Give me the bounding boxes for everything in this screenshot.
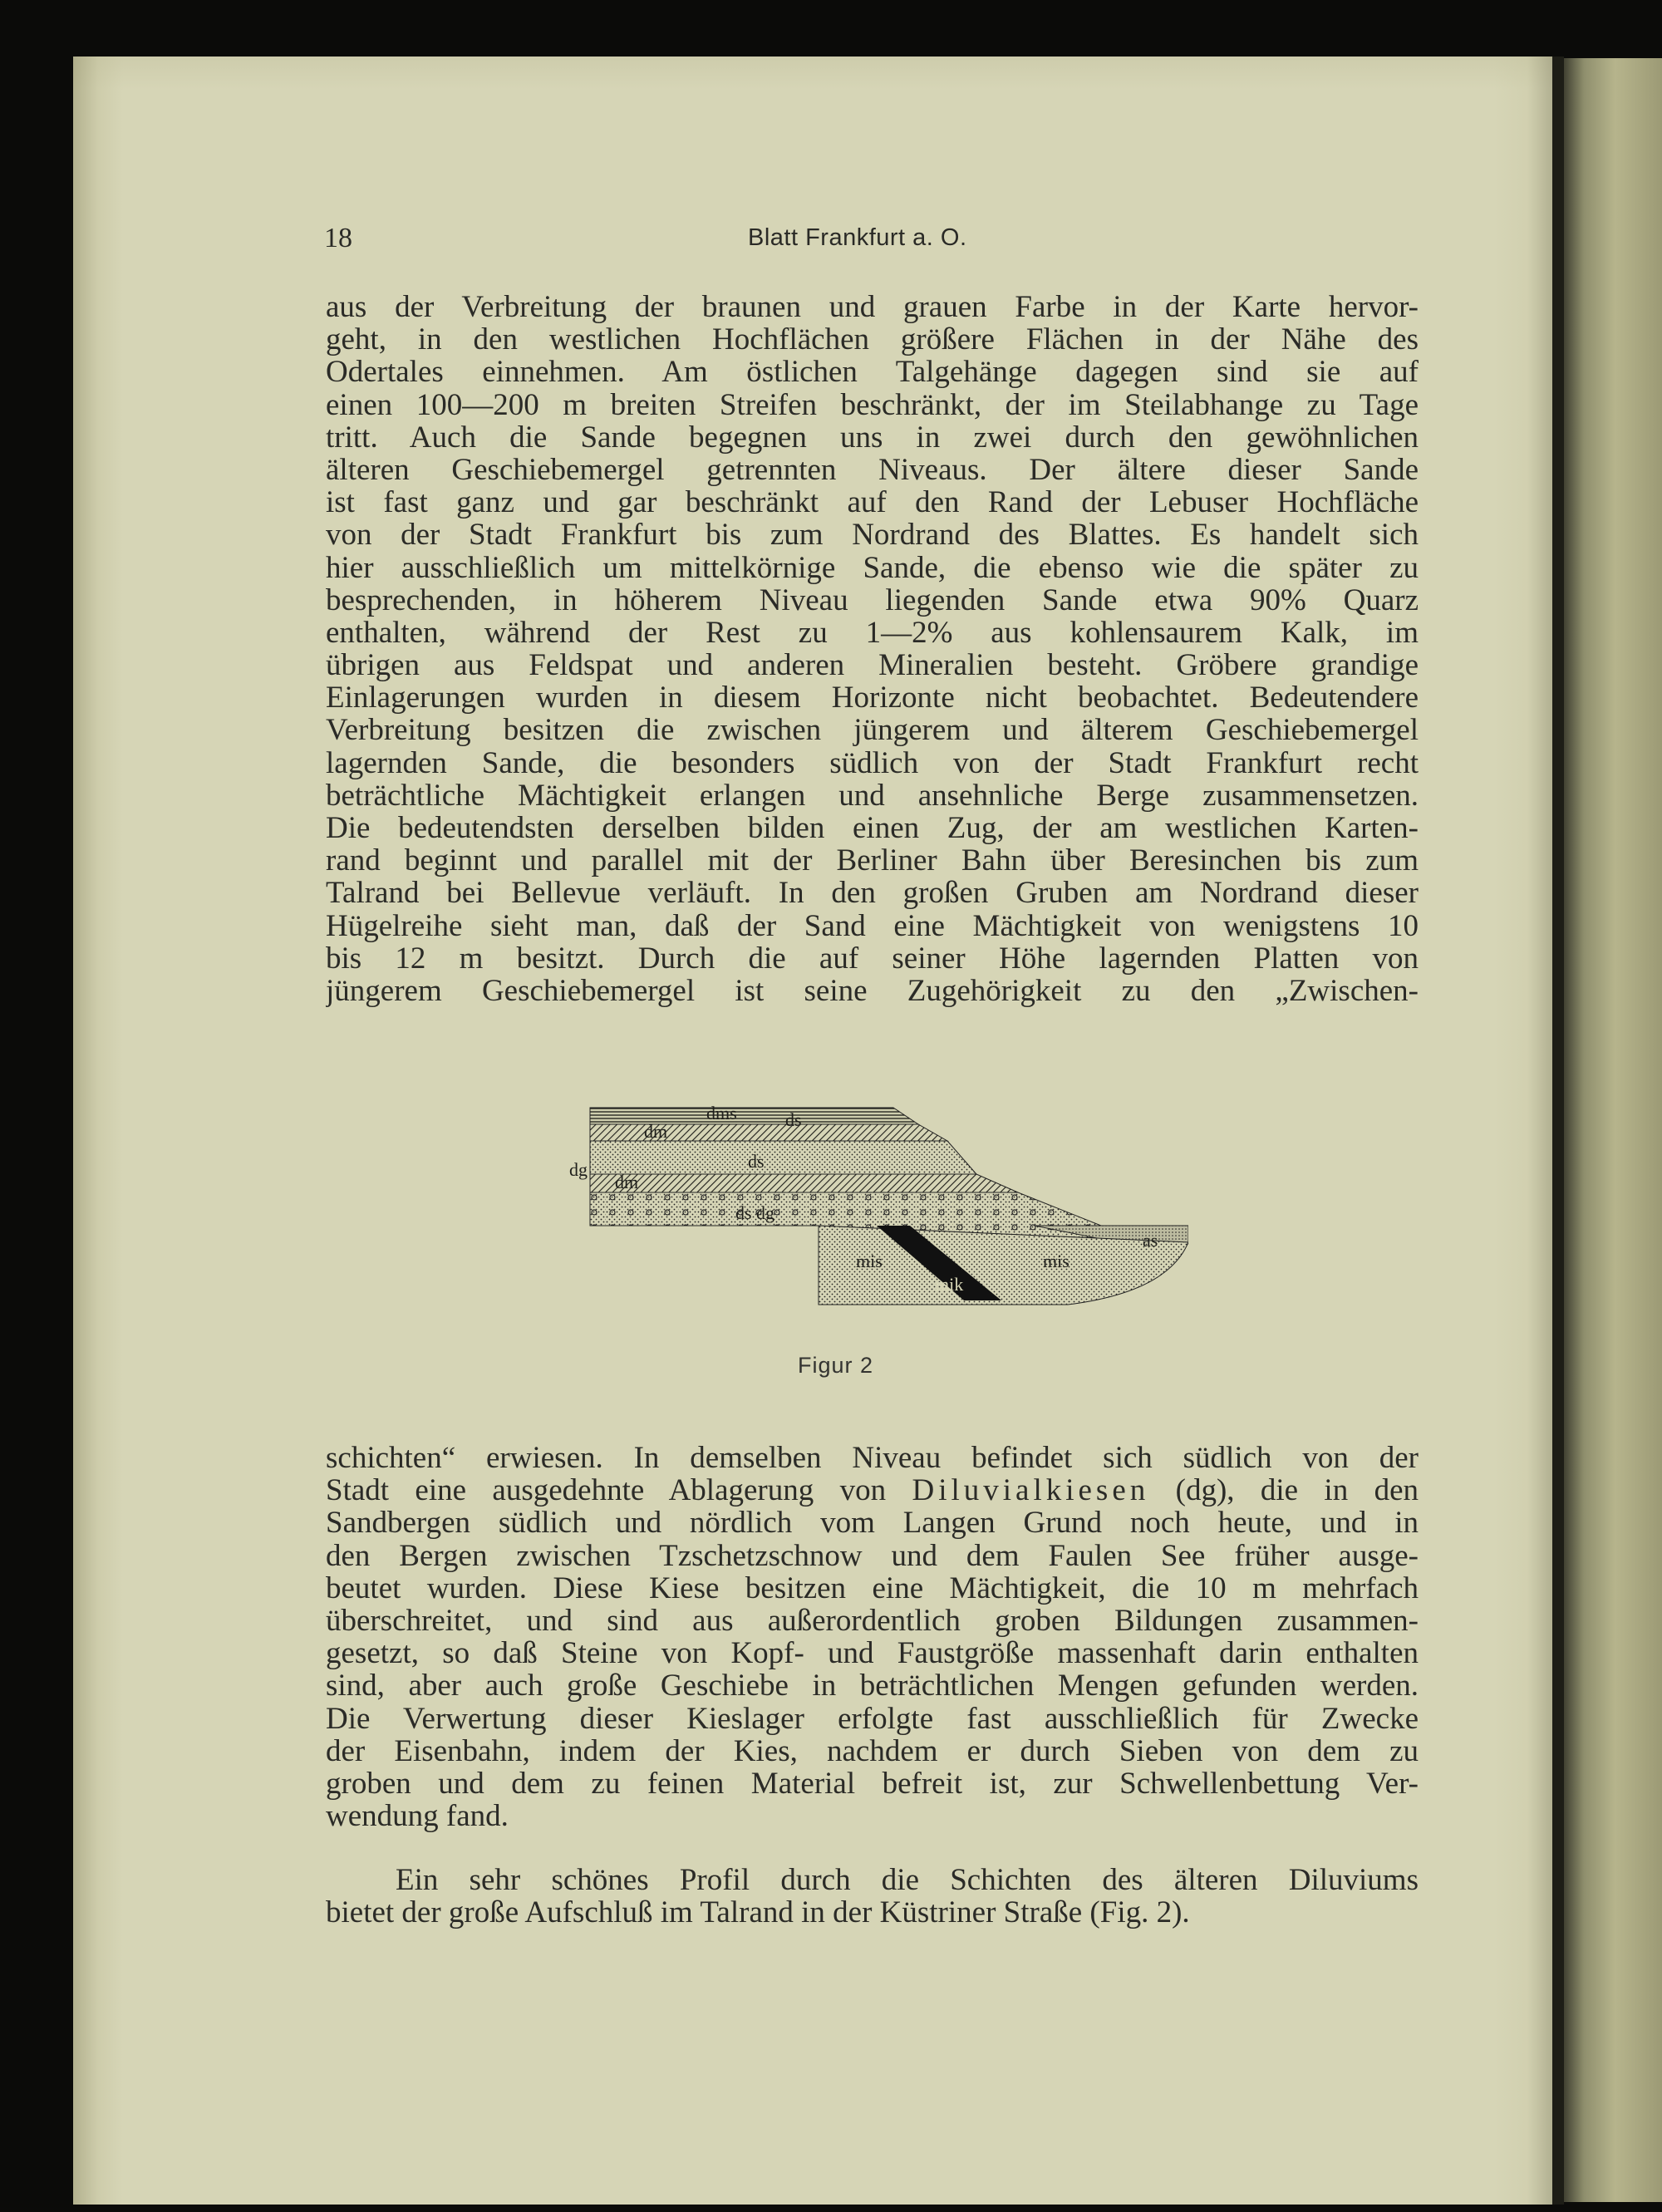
text-line: hier ausschließlich um mittelkörnige Sande, die ebenso wie die später zu [326, 551, 1419, 584]
spaced-term: Diluvialkiesen [912, 1474, 1150, 1507]
text-line: der Eisenbahn, indem der Kies, nachdem er durch Sieben von dem zu [326, 1734, 1419, 1767]
label-as: as [1143, 1230, 1158, 1251]
text-line: den Bergen zwischen Tzschetzschnow und dem Faulen See früher ausge- [326, 1539, 1419, 1572]
text-line: Odertales einnehmen. Am östlichen Talgehänge dagegen sind sie auf [326, 356, 1419, 389]
text-line: sind, aber auch große Geschiebe in beträchtlichen Mengen gefunden werden. [326, 1669, 1419, 1703]
text-line: einen 100—200 m breiten Streifen beschränkt, der im Steilabhange zu Tage [326, 388, 1419, 421]
page-edge-shadow [1552, 57, 1564, 2205]
text-line: geht, in den westlichen Hochflächen größere Flächen in der Nähe des [326, 323, 1419, 356]
label-dms: dms [706, 1103, 737, 1123]
layer-dms [590, 1108, 918, 1124]
text-line: überschreitet, und sind aus außerordentlich groben Bildungen zusammen- [326, 1604, 1419, 1638]
text-line: gesetzt, so daß Steine von Kopf- und Faustgröße massenhaft darin enthalten [326, 1637, 1419, 1670]
label-dg-left: dg [569, 1159, 588, 1180]
page-number: 18 [324, 223, 352, 253]
paragraph-3 [326, 1864, 1419, 1929]
layer-dm-lower [590, 1174, 1018, 1192]
text-line: beträchtliche Mächtigkeit erlangen und ansehnliche Berge zusammensetzen. [326, 779, 1419, 812]
text-line: wendung fand. [326, 1800, 509, 1833]
label-mis-left: mis [856, 1251, 883, 1271]
text-line: Die Verwertung dieser Kieslager erfolgte fast ausschließlich für Zwecke [326, 1702, 1419, 1735]
text-line: Die bedeutendsten derselben bilden einen Zug, der am westlichen Karten- [326, 812, 1419, 845]
text-line: jüngerem Geschiebemergel ist seine Zugehörigkeit zu den „Zwischen- [326, 974, 1419, 1008]
text-line: Hügelreihe sieht man, daß der Sand eine Mächtigkeit von wenigstens 10 [326, 909, 1419, 942]
text-line: älteren Geschiebemergel getrennten Niveaus. Der ältere dieser Sande [326, 453, 1419, 487]
label-ds-top: ds [785, 1109, 802, 1130]
running-head [324, 223, 1421, 264]
label-dm-lower: dm [615, 1172, 639, 1192]
facing-page-edge [1558, 58, 1662, 2202]
text-line: besprechenden, in höherem Niveau liegenden Sande etwa 90% Quarz [326, 583, 1419, 617]
text-line: Sandbergen südlich und nördlich vom Langen Grund noch heute, und in [326, 1507, 1419, 1540]
text-line: Talrand bei Bellevue verläuft. In den großen Gruben am Nordrand dieser [326, 877, 1419, 910]
figure-caption: Figur 2 [798, 1353, 874, 1378]
text-line: rand beginnt und parallel mit der Berliner Bahn über Beresinchen bis zum [326, 844, 1419, 877]
text-line: übrigen aus Feldspat und anderen Mineralien besteht. Gröbere grandige [326, 649, 1419, 682]
paragraph-1 [326, 291, 1419, 1007]
text-line: lagernden Sande, die besonders südlich von der Stadt Frankfurt recht [326, 746, 1419, 779]
text-fragment: Stadt eine ausgedehnte Ablagerung von [326, 1474, 912, 1507]
label-mik: mik [935, 1274, 964, 1295]
label-ds-dg: ds dg [735, 1202, 775, 1223]
text-line: Ein sehr schönes Profil durch die Schichten des älteren Diluviums [396, 1864, 1419, 1897]
label-mis-right: mis [1043, 1251, 1069, 1271]
profile-diagram [569, 1101, 1188, 1309]
text-line: tritt. Auch die Sande begegnen uns in zwei durch den gewöhnlichen [326, 420, 1419, 454]
text-line: aus der Verbreitung der braunen und grauen Farbe in der Karte hervor- [326, 291, 1419, 324]
label-dm-upper: dm [644, 1121, 668, 1142]
paragraph-2 [326, 1442, 1419, 1832]
geological-profile-figure [569, 1101, 1188, 1309]
text-line: schichten“ erwiesen. In demselben Niveau befindet sich südlich von der [326, 1442, 1419, 1475]
text-line: bis 12 m besitzt. Durch die auf seiner Höhe lagernden Platten von [326, 941, 1419, 975]
text-line [326, 1474, 1419, 1507]
text-line: von der Stadt Frankfurt bis zum Nordrand des Blattes. Es handelt sich [326, 519, 1419, 552]
text-line: groben und dem zu feinen Material befreit ist, zur Schwellenbettung Ver- [326, 1767, 1419, 1801]
text-line: Einlagerungen wurden in diesem Horizonte nicht beobachtet. Bedeutendere [326, 681, 1419, 715]
text-line: Verbreitung besitzen die zwischen jüngerem und älterem Geschiebemergel [326, 714, 1419, 747]
text-line: ist fast ganz und gar beschränkt auf den Rand der Lebuser Hochfläche [326, 486, 1419, 519]
text-line: bietet der große Aufschluß im Talrand in der Küstriner Straße (Fig. 2). [326, 1896, 1190, 1929]
label-ds-middle: ds [748, 1151, 765, 1172]
text-fragment: (dg), die in den [1149, 1474, 1419, 1507]
layer-ds-middle [590, 1141, 976, 1174]
text-line: beutet wurden. Diese Kiese besitzen eine Mächtigkeit, die 10 m mehrfach [326, 1571, 1419, 1605]
text-line: enthalten, während der Rest zu 1—2% aus kohlensaurem Kalk, im [326, 616, 1419, 650]
running-title: Blatt Frankfurt a. O. [748, 224, 967, 251]
